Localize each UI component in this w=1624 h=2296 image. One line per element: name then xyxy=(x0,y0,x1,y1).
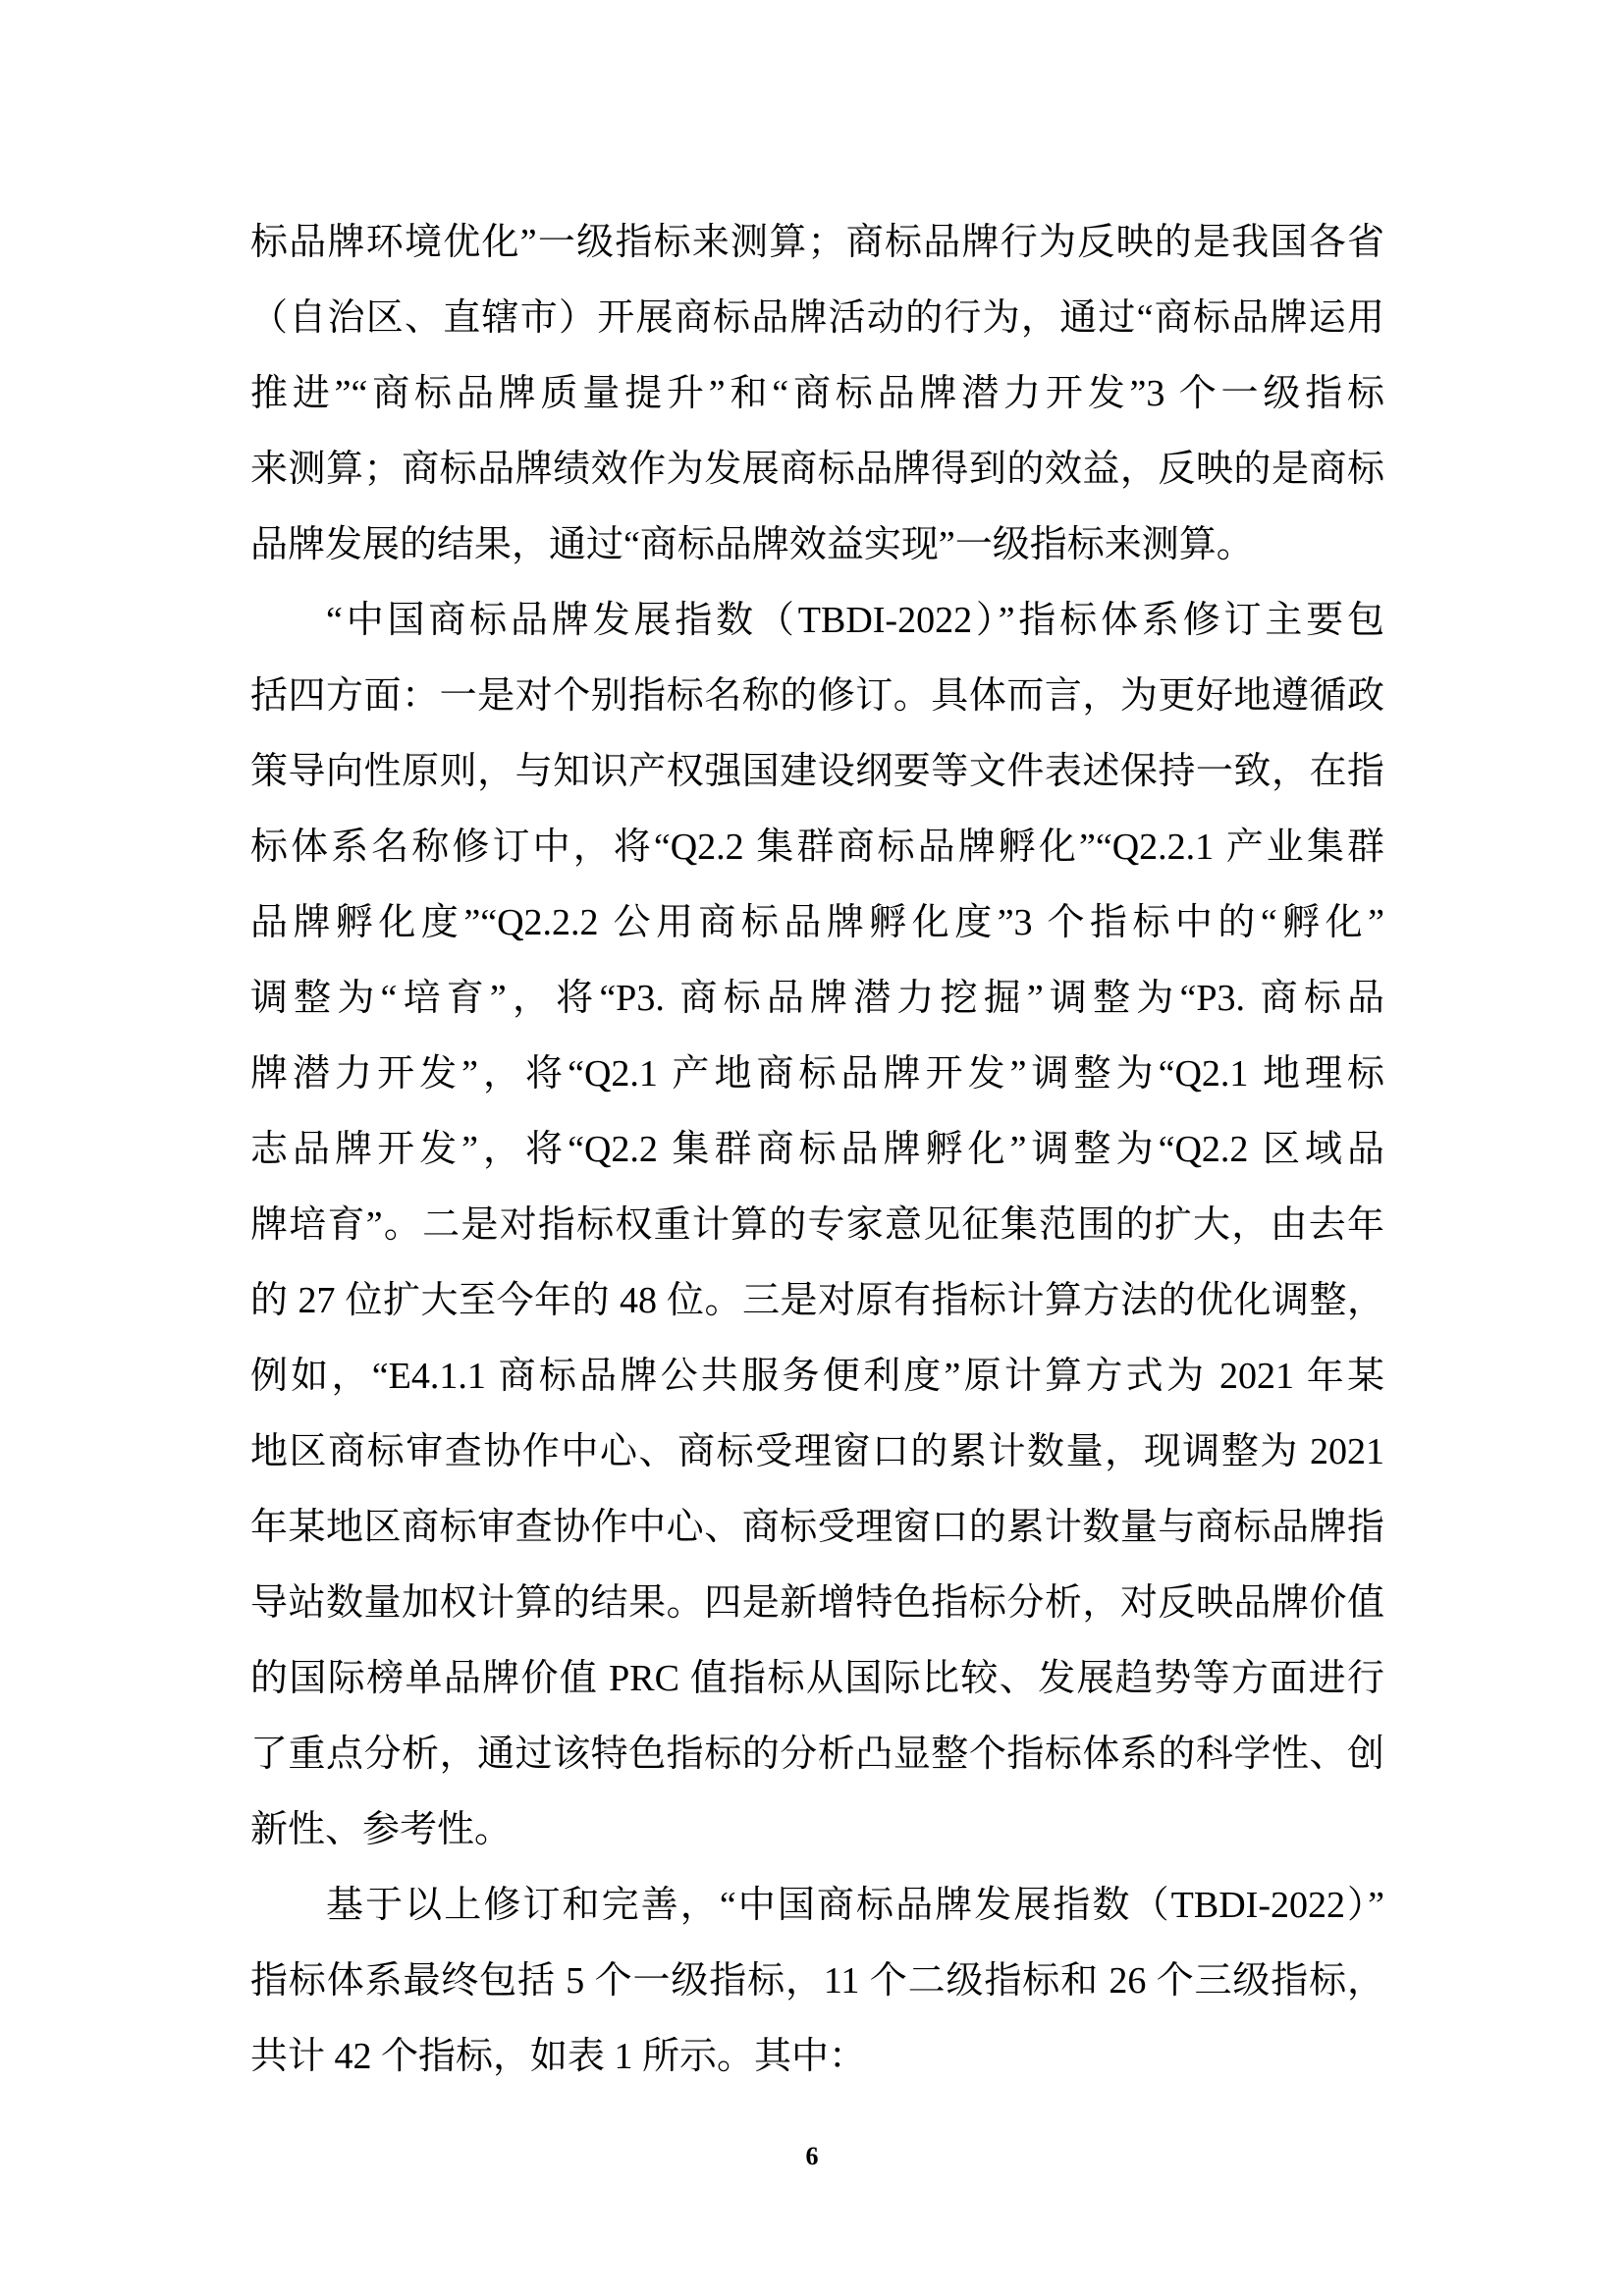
body-text-line: 调整为“培育”，将“P3. 商标品牌潜力挖掘”调整为“P3. 商标品 xyxy=(250,978,1384,1019)
body-text-line: 新性、参考性。 xyxy=(250,1809,513,1850)
body-text-line: 基于以上修订和完善，“中国商标品牌发展指数（TBDI-2022）” xyxy=(326,1885,1384,1926)
body-text-line: 指标体系最终包括 5 个一级指标，11 个二级指标和 26 个三级指标， xyxy=(250,1960,1384,2002)
body-text-line: “中国商标品牌发展指数（TBDI-2022）”指标体系修订主要包 xyxy=(326,600,1384,641)
body-text-line: 志品牌开发”，将“Q2.2 集群商标品牌孵化”调整为“Q2.2 区域品 xyxy=(250,1129,1384,1170)
body-text-line: （自治区、直辖市）开展商标品牌活动的行为，通过“商标品牌运用 xyxy=(250,297,1384,339)
body-text-line: 的 27 位扩大至今年的 48 位。三是对原有指标计算方法的优化调整， xyxy=(250,1280,1384,1321)
paragraph-3 xyxy=(250,1868,1384,2095)
body-text-line: 来测算；商标品牌绩效作为发展商标品牌得到的效益，反映的是商标 xyxy=(250,449,1384,490)
body-text-line: 品牌孵化度”“Q2.2.2 公用商标品牌孵化度”3 个指标中的“孵化” xyxy=(250,902,1384,943)
body-text-line: 共计 42 个指标，如表 1 所示。其中： xyxy=(250,2036,867,2077)
body-text-line: 推进”“商标品牌质量提升”和“商标品牌潜力开发”3 个一级指标 xyxy=(250,373,1384,414)
body-text-line: 标品牌环境优化”一级指标来测算；商标品牌行为反映的是我国各省 xyxy=(250,222,1384,263)
body-text-line: 的国际榜单品牌价值 PRC 值指标从国际比较、发展趋势等方面进行 xyxy=(250,1658,1384,1699)
paragraph-1 xyxy=(250,205,1384,583)
body-text-line: 牌培育”。二是对指标权重计算的专家意见征集范围的扩大，由去年 xyxy=(250,1204,1384,1246)
paragraph-2 xyxy=(250,583,1384,1868)
body-text-line: 例如，“E4.1.1 商标品牌公共服务便利度”原计算方式为 2021 年某 xyxy=(250,1356,1384,1397)
body-text xyxy=(250,205,1384,2095)
body-text-line: 品牌发展的结果，通过“商标品牌效益实现”一级指标来测算。 xyxy=(250,524,1254,565)
body-text-line: 策导向性原则，与知识产权强国建设纲要等文件表述保持一致，在指 xyxy=(250,751,1384,792)
body-text-line: 标体系名称修订中，将“Q2.2 集群商标品牌孵化”“Q2.2.1 产业集群 xyxy=(250,827,1384,868)
page-number: 6 xyxy=(805,2142,819,2170)
body-text-line: 括四方面：一是对个别指标名称的修订。具体而言，为更好地遵循政 xyxy=(250,675,1384,717)
body-text-line: 牌潜力开发”，将“Q2.1 产地商标品牌开发”调整为“Q2.1 地理标 xyxy=(250,1053,1384,1095)
body-text-line: 地区商标审查协作中心、商标受理窗口的累计数量，现调整为 2021 xyxy=(250,1431,1384,1472)
body-text-line: 导站数量加权计算的结果。四是新增特色指标分析，对反映品牌价值 xyxy=(250,1582,1384,1624)
body-text-line: 了重点分析，通过该特色指标的分析凸显整个指标体系的科学性、创 xyxy=(250,1734,1384,1775)
body-text-line: 年某地区商标审查协作中心、商标受理窗口的累计数量与商标品牌指 xyxy=(250,1507,1384,1548)
